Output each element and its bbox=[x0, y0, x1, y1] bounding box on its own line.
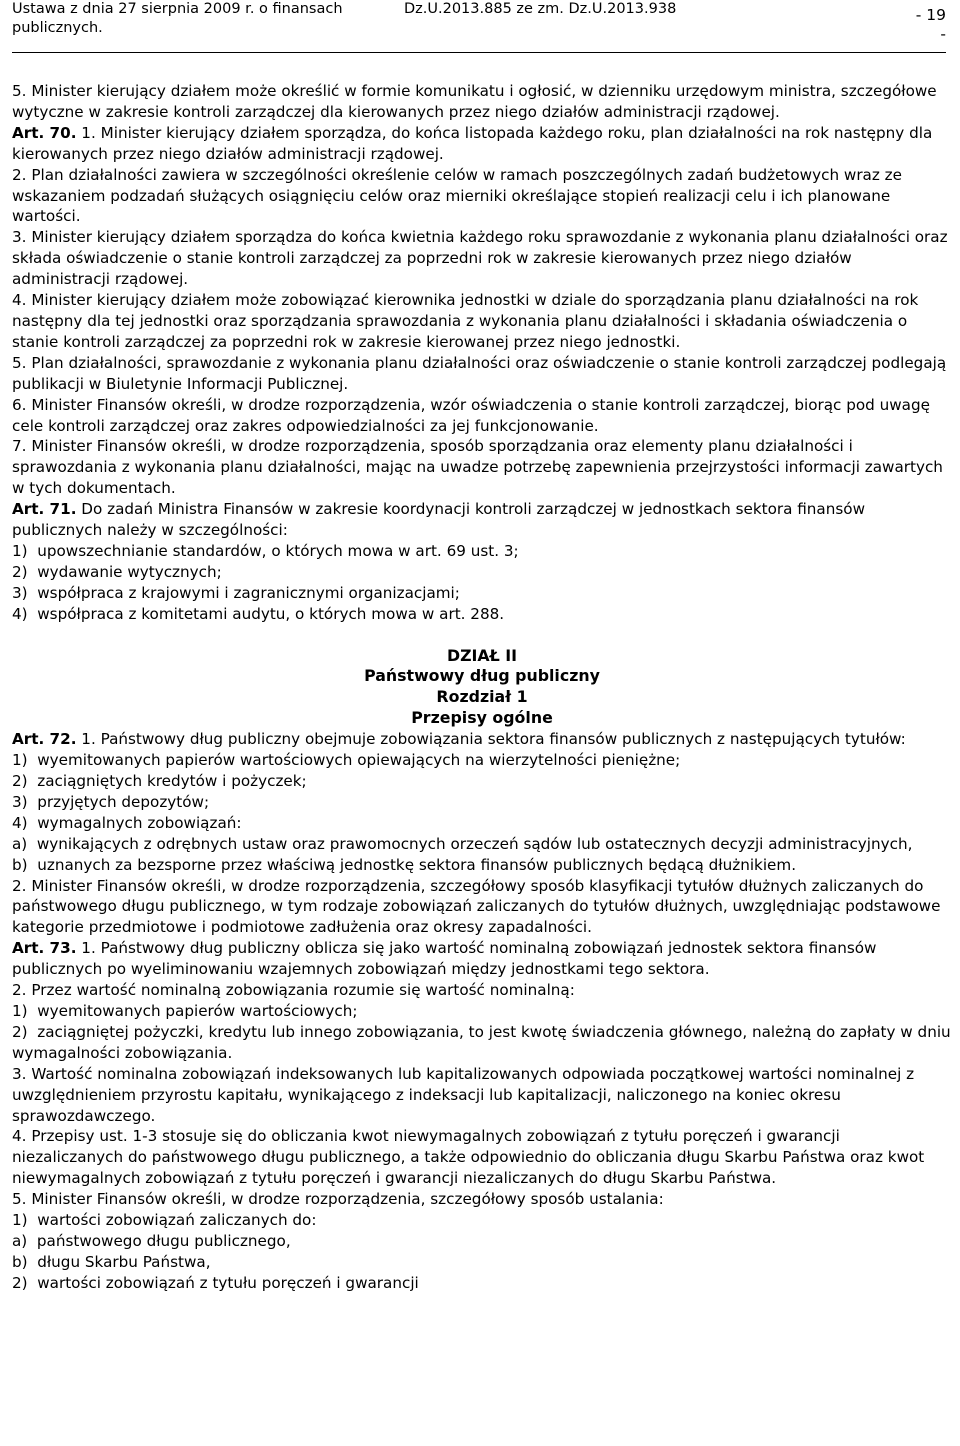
article-70 bbox=[12, 123, 952, 165]
page-header bbox=[12, 0, 946, 53]
paragraph: 4. Przepisy ust. 1-3 stosuje się do obliczania kwot niewymagalnych zobowiązań z tytułu poręczeń i gwarancji niezaliczanych do państwowego długu publicznego, a także odpowiednio do obliczania długu Skarbu Państwa oraz kwot niewymagalnych zobowiązań z tytułu poręczeń i gwarancji niezaliczanych do długu Skarbu Państwa. bbox=[12, 1127, 925, 1188]
paragraph: 2. Minister Finansów określi, w drodze rozporządzenia, szczegółowy sposób klasyfikacji tytułów dłużnych zaliczanych do państwowego długu publicznego, w tym rodzaje zobowiązań zaliczanych do tytułów dłużnych, uwzględniając podstawowe kategorie przedmiotowe i podmiotowe zadłużenia oraz okresy zapadalności. bbox=[12, 876, 941, 937]
article-number: Art. 71. bbox=[12, 500, 77, 519]
list-subitem: b) uznanych za bezsporne przez właściwą jednostkę sektora finansów publicznych będącą dłużnikiem. bbox=[12, 855, 797, 874]
list-item: 1) wyemitowanych papierów wartościowych opiewających na wierzytelności pieniężne; bbox=[12, 751, 681, 770]
article-text: 1. Państwowy dług publiczny obejmuje zobowiązania sektora finansów publicznych z następujących tytułów: bbox=[76, 730, 906, 749]
document-body bbox=[12, 81, 952, 1294]
article-text: Do zadań Ministra Finansów w zakresie koordynacji kontroli zarządczej w jednostkach sektora finansów publicznych należy w szczególności: bbox=[12, 500, 865, 540]
paragraph: 3. Minister kierujący działem sporządza do końca kwietnia każdego roku sprawozdanie z wykonania planu działalności oraz składa oświadczenie o stanie kontroli zarządczej za poprzedni rok w zakresie kierowanych przez niego działów administracji rządowej. bbox=[12, 228, 948, 289]
article-number: Art. 70. bbox=[12, 123, 77, 142]
list-subitem: a) wynikających z odrębnych ustaw oraz prawomocnych orzeczeń sądów lub ostatecznych decyzji administracyjnych, bbox=[12, 834, 913, 853]
list-item: 2) zaciągniętych kredytów i pożyczek; bbox=[12, 772, 307, 790]
list-item: 4) współpraca z komitetami audytu, o których mowa w art. 288. bbox=[12, 604, 505, 623]
paragraph: 3. Wartość nominalna zobowiązań indeksowanych lub kapitalizowanych odpowiada początkowej wartości nominalnej z uwzględnieniem przyrostu kapitału, wynikającego z indeksacji lub kapitalizacji, naliczonego na koniec okresu sprawozdawczego. bbox=[12, 1064, 915, 1125]
article-number: Art. 73. bbox=[12, 939, 77, 958]
header-act-title-line1: Ustawa z dnia 27 sierpnia 2009 r. o finansach bbox=[12, 1, 343, 17]
article-72 bbox=[12, 729, 952, 750]
list-subitem: b) długu Skarbu Państwa, bbox=[12, 1252, 211, 1271]
division-title: Państwowy dług publiczny bbox=[364, 666, 600, 686]
list-item: 1) wyemitowanych papierów wartościowych; bbox=[12, 1001, 358, 1020]
paragraph: 2. Plan działalności zawiera w szczególności określenie celów w ramach poszczególnych zadań budżetowych wraz ze wskazaniem podzadań służących osiągnięciu celów oraz mierniki określające stopień realizacji celu i ich planowane wartości. bbox=[12, 165, 902, 226]
header-act-title bbox=[12, 0, 412, 38]
paragraph: 6. Minister Finansów określi, w drodze rozporządzenia, wzór oświadczenia o stanie kontroli zarządczej, biorąc pod uwagę cele kontroli zarządczej oraz zakres odpowiedzialności za jej funkcjonowanie. bbox=[12, 395, 930, 435]
chapter-heading: Rozdział 1 bbox=[436, 687, 528, 707]
division-heading: DZIAŁ II bbox=[446, 645, 518, 665]
list-item: 3) współpraca z krajowymi i zagranicznymi organizacjami; bbox=[12, 583, 460, 602]
article-number: Art. 72. bbox=[12, 730, 77, 749]
article-73 bbox=[12, 938, 952, 980]
article-71 bbox=[12, 499, 952, 541]
paragraph: 4. Minister kierujący działem może zobowiązać kierownika jednostki w dziale do sporządzania planu działalności na rok następny dla tej jednostki oraz sporządzania sprawozdania z wykonania planu działalności i składania oświadczenia o stanie kontroli zarządczej za poprzedni rok w zakresie kierowanej przez niego jednostki. bbox=[12, 291, 919, 351]
list-item: 2) zaciągniętej pożyczki, kredytu lub innego zobowiązania, to jest kwotę świadczenia głównego, należną do zapłaty w dniu wymagalności zobowiązania. bbox=[12, 1022, 951, 1062]
list-item: 2) wydawanie wytycznych; bbox=[12, 562, 222, 581]
article-text: 1. Minister kierujący działem sporządza, do końca listopada każdego roku, plan działalności na rok następny dla kierowanych przez niego działów administracji rządowej. bbox=[12, 123, 933, 163]
chapter-title: Przepisy ogólne bbox=[411, 708, 553, 728]
list-item: 4) wymagalnych zobowiązań: bbox=[12, 813, 242, 832]
paragraph: 2. Przez wartość nominalną zobowiązania rozumie się wartość nominalną: bbox=[12, 981, 575, 1000]
header-page-number bbox=[916, 6, 946, 44]
list-subitem: a) państwowego długu publicznego, bbox=[12, 1231, 291, 1250]
list-item: 1) upowszechnianie standardów, o których mowa w art. 69 ust. 3; bbox=[12, 541, 519, 560]
header-journal-reference: Dz.U.2013.885 ze zm. Dz.U.2013.938 bbox=[404, 1, 677, 17]
list-item: 3) przyjętych depozytów; bbox=[12, 792, 210, 811]
paragraph: 5. Plan działalności, sprawozdanie z wykonania planu działalności oraz oświadczenie o stanie kontroli zarządczej podlegają publikacji w Biuletynie Informacji Publicznej. bbox=[12, 353, 947, 393]
header-act-title-line2: publicznych. bbox=[12, 20, 103, 36]
page-number: - 19 bbox=[915, 6, 946, 24]
paragraph: 5. Minister kierujący działem może określić w formie komunikatu i ogłosić, w dzienniku urzędowym ministra, szczegółowe wytyczne w zakresie kontroli zarządczej dla kierowanych przez niego działów administracji rządowej. bbox=[12, 82, 937, 121]
list-item: 1) wartości zobowiązań zaliczanych do: bbox=[12, 1211, 317, 1230]
paragraph: 7. Minister Finansów określi, w drodze rozporządzenia, sposób sporządzania oraz elementy planu działalności i sprawozdania z wykonania planu działalności, mając na uwadze potrzebę zapewnienia przejrzystości informacji zawartych w tych dokumentach. bbox=[12, 437, 943, 498]
list-item: 2) wartości zobowiązań z tytułu poręczeń i gwarancji bbox=[12, 1273, 419, 1292]
article-text: 1. Państwowy dług publiczny oblicza się jako wartość nominalną zobowiązań jednostek sektora finansów publicznych po wyeliminowaniu wzajemnych zobowiązań między jednostkami tego sektora. bbox=[12, 939, 877, 979]
paragraph: 5. Minister Finansów określi, w drodze rozporządzenia, szczegółowy sposób ustalania: bbox=[12, 1190, 664, 1209]
page-number-dash: - bbox=[940, 25, 946, 43]
